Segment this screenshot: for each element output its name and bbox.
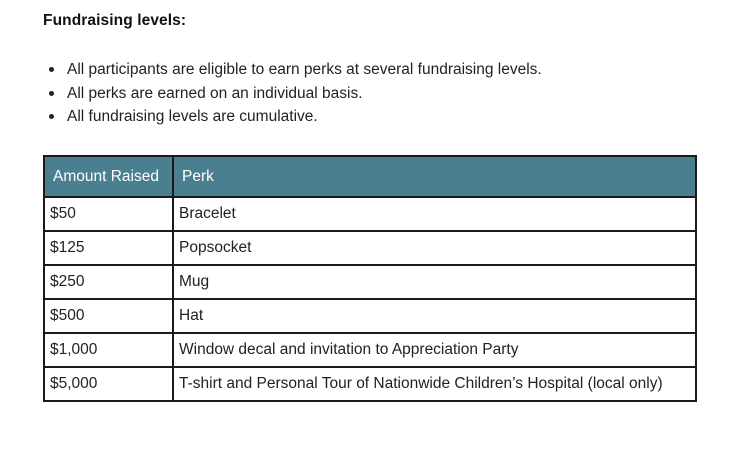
header-amount-raised: Amount Raised [44,156,173,197]
info-bullet-list [48,58,542,129]
table-row [44,299,696,333]
table-row [44,231,696,265]
amount-cell: $50 [44,197,173,231]
header-perk: Perk [173,156,696,197]
bullet-item [48,82,542,106]
amount-cell: $5,000 [44,367,173,401]
amount-cell: $250 [44,265,173,299]
table-row [44,367,696,401]
table-row [44,197,696,231]
bullet-text: All fundraising levels are cumulative. [67,108,318,125]
perk-cell: T-shirt and Personal Tour of Nationwide Children’s Hospital (local only) [173,367,696,401]
section-heading: Fundraising levels: [43,12,187,29]
bullet-text: All perks are earned on an individual basis. [67,84,363,102]
table-row [44,265,696,299]
bullet-item [48,58,542,82]
perk-cell: Mug [173,265,696,299]
bullet-dot-icon [49,67,54,72]
amount-cell: $500 [44,299,173,333]
bullet-item [48,105,542,129]
perk-cell: Window decal and invitation to Appreciation Party [173,333,696,367]
table-row [44,333,696,367]
fundraising-perks-table [43,155,697,402]
bullet-dot-icon [49,91,54,96]
perk-cell: Bracelet [173,197,696,231]
bullet-text: All participants are eligible to earn perks at several fundraising levels. [67,61,542,78]
table-header-row [44,156,696,197]
perk-cell: Popsocket [173,231,696,265]
bullet-dot-icon [49,114,54,119]
amount-cell: $125 [44,231,173,265]
perk-cell: Hat [173,299,696,333]
amount-cell: $1,000 [44,333,173,367]
